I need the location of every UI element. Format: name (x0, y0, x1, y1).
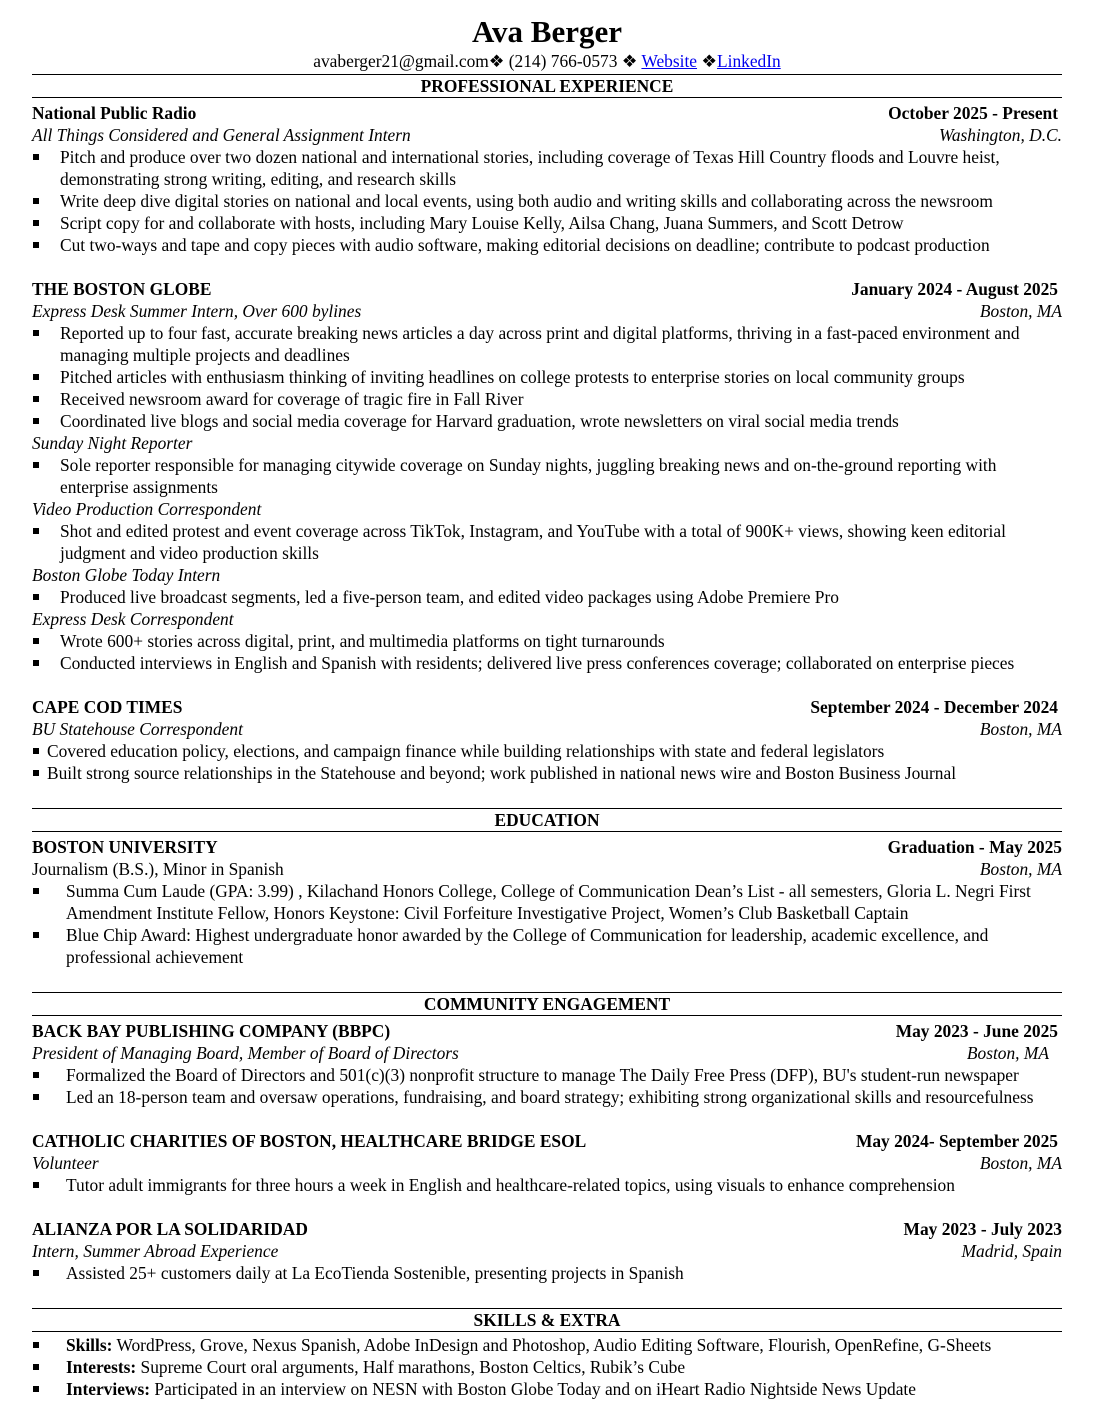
resume-page (32, 14, 1062, 1400)
list-item: Pitch and produce over two dozen national and international stories, including coverage of Texas Hill Country floods and Louvre heist, demonstrating strong writing, editing, and research skills (32, 146, 1062, 190)
website-link[interactable]: Website (641, 51, 698, 71)
list-item: Wrote 600+ stories across digital, print, and multimedia platforms on tight turnarounds (32, 630, 1062, 652)
date-range: May 2024- September 2025 (855, 1131, 1058, 1151)
date-range: May 2023 - July 2023 (903, 1219, 1062, 1239)
list-item: Assisted 25+ customers daily at La EcoTienda Sostenible, presenting projects in Spanish (32, 1262, 1062, 1284)
skills-text: WordPress, Grove, Nexus Spanish, Adobe InDesign and Photoshop, Audio Editing Software, Flourish, OpenRefine, G-Sheets (112, 1335, 992, 1355)
date-range: September 2024 - December 2024 (810, 697, 1058, 717)
location: Washington, D.C. (938, 125, 1062, 145)
org-name: CATHOLIC CHARITIES OF BOSTON, HEALTHCARE BRIDGE ESOL (32, 1131, 587, 1151)
date-range: October 2025 - Present (888, 103, 1058, 123)
section-heading-experience: PROFESSIONAL EXPERIENCE (32, 74, 1062, 98)
location: Boston, MA (979, 719, 1062, 739)
list-item: Led an 18-person team and oversaw operations, fundraising, and board strategy; exhibiting strong organizational skills and resourcefulness (32, 1086, 1062, 1108)
linkedin-link[interactable]: LinkedIn (716, 51, 781, 71)
date-range: January 2024 - August 2025 (851, 279, 1058, 299)
org-name: BACK BAY PUBLISHING COMPANY (BBPC) (32, 1021, 391, 1041)
phone-text: (214) 766-0573 (508, 51, 618, 71)
org-name: National Public Radio (32, 103, 197, 123)
role-title: Intern, Summer Abroad Experience (32, 1241, 279, 1261)
role-title: Video Production Correspondent (32, 499, 262, 519)
skills-label: Skills: (66, 1335, 113, 1355)
resume-name: Ava Berger (471, 14, 623, 49)
role-title: Express Desk Summer Intern, Over 600 bylines (32, 301, 362, 321)
interests-text: Supreme Court oral arguments, Half marathons, Boston Celtics, Rubik’s Cube (136, 1357, 686, 1377)
role-title: Express Desk Correspondent (32, 609, 234, 629)
section-heading-skills: SKILLS & EXTRA (32, 1308, 1062, 1332)
location: Madrid, Spain (961, 1241, 1062, 1261)
list-item: Produced live broadcast segments, led a five-person team, and edited video packages using Adobe Premiere Pro (32, 586, 1062, 608)
list-item: Tutor adult immigrants for three hours a week in English and healthcare-related topics, using visuals to enhance comprehension (32, 1174, 1062, 1196)
location: Boston, MA (966, 1043, 1049, 1063)
list-item: Write deep dive digital stories on national and local events, using both audio and writing skills and collaborating across the newsroom (32, 190, 1062, 212)
list-item: Received newsroom award for coverage of tragic fire in Fall River (32, 388, 1062, 410)
list-item: Shot and edited protest and event coverage across TikTok, Instagram, and YouTube with a total of 900K+ views, showing keen editorial judgment and video production skills (32, 520, 1062, 564)
org-name: ALIANZA POR LA SOLIDARIDAD (32, 1219, 308, 1239)
community-catholic-charities (32, 1130, 1062, 1196)
list-item: Built strong source relationships in the Statehouse and beyond; work published in national news wire and Boston Business Journal (32, 762, 1062, 784)
interests-label: Interests: (66, 1357, 137, 1377)
list-item: Formalized the Board of Directors and 501(c)(3) nonprofit structure to manage The Daily Free Press (DFP), BU's student-run newspaper (32, 1064, 1062, 1086)
separator-icon: ❖ (701, 51, 717, 71)
list-item: Summa Cum Laude (GPA: 3.99) , Kilachand Honors College, College of Communication Dean’s List - all semesters, Gloria L. Negri First Amendment Institute Fellow, Honors Keystone: Civil Forfeiture Investigative Project, Women’s Club Basketball Captain (32, 880, 1038, 924)
list-item (32, 1356, 1062, 1378)
location: Boston, MA (979, 301, 1062, 321)
list-item: Cut two-ways and tape and copy pieces with audio software, making editorial decisions on deadline; contribute to podcast production (32, 234, 1062, 256)
list-item: Conducted interviews in English and Spanish with residents; delivered live press conferences coverage; collaborated on enterprise pieces (32, 652, 1062, 674)
role-title: Boston Globe Today Intern (32, 565, 221, 585)
date-range: May 2023 - June 2025 (895, 1021, 1058, 1041)
separator-icon: ❖ (621, 51, 638, 71)
location: Boston, MA (979, 1153, 1062, 1173)
list-item: Covered education policy, elections, and campaign finance while building relationships with state and federal legislators (32, 740, 1062, 762)
role-title: All Things Considered and General Assignment Intern (32, 125, 411, 145)
interviews-label: Interviews: (66, 1379, 151, 1399)
list-item: Reported up to four fast, accurate breaking news articles a day across print and digital platforms, thriving in a fast-paced environment and managing multiple projects and deadlines (32, 322, 1062, 366)
list-item (32, 1378, 1062, 1400)
list-item: Blue Chip Award: Highest undergraduate honor awarded by the College of Communication for leadership, academic excellence, and professional achievement (32, 924, 1038, 968)
role-title: Sunday Night Reporter (32, 433, 193, 453)
job-boston-globe (32, 278, 1062, 674)
job-cape-cod-times (32, 696, 1062, 784)
skills-list (32, 1334, 1062, 1400)
community-bbpc (32, 1020, 1062, 1108)
contact-line (32, 50, 1062, 72)
list-item: Script copy for and collaborate with hosts, including Mary Louise Kelly, Ailsa Chang, Juana Summers, and Scott Detrow (32, 212, 1062, 234)
email-text: avaberger21@gmail.com (313, 51, 489, 71)
education-bu (32, 836, 1062, 968)
role-title: BU Statehouse Correspondent (32, 719, 243, 739)
org-name: CAPE COD TIMES (32, 697, 183, 717)
date-range: Graduation - May 2025 (887, 837, 1062, 857)
list-item (32, 1334, 1062, 1356)
org-name: BOSTON UNIVERSITY (32, 837, 218, 857)
section-heading-education: EDUCATION (32, 808, 1062, 832)
list-item: Sole reporter responsible for managing citywide coverage on Sunday nights, juggling breaking news and on-the-ground reporting with enterprise assignments (32, 454, 1062, 498)
role-title: Volunteer (32, 1153, 99, 1173)
list-item: Pitched articles with enthusiasm thinking of inviting headlines on college protests to enterprise stories on local community groups (32, 366, 1062, 388)
degree: Journalism (B.S.), Minor in Spanish (32, 859, 284, 879)
role-title: President of Managing Board, Member of Board of Directors (32, 1043, 459, 1063)
job-npr (32, 102, 1062, 256)
location: Boston, MA (979, 859, 1062, 879)
interviews-text: Participated in an interview on NESN with Boston Globe Today and on iHeart Radio Nightside News Update (150, 1379, 916, 1399)
section-heading-community: COMMUNITY ENGAGEMENT (32, 992, 1062, 1016)
community-alianza (32, 1218, 1062, 1284)
separator-icon: ❖ (488, 51, 505, 71)
list-item: Coordinated live blogs and social media coverage for Harvard graduation, wrote newsletters on viral social media trends (32, 410, 1062, 432)
org-name: THE BOSTON GLOBE (32, 279, 212, 299)
